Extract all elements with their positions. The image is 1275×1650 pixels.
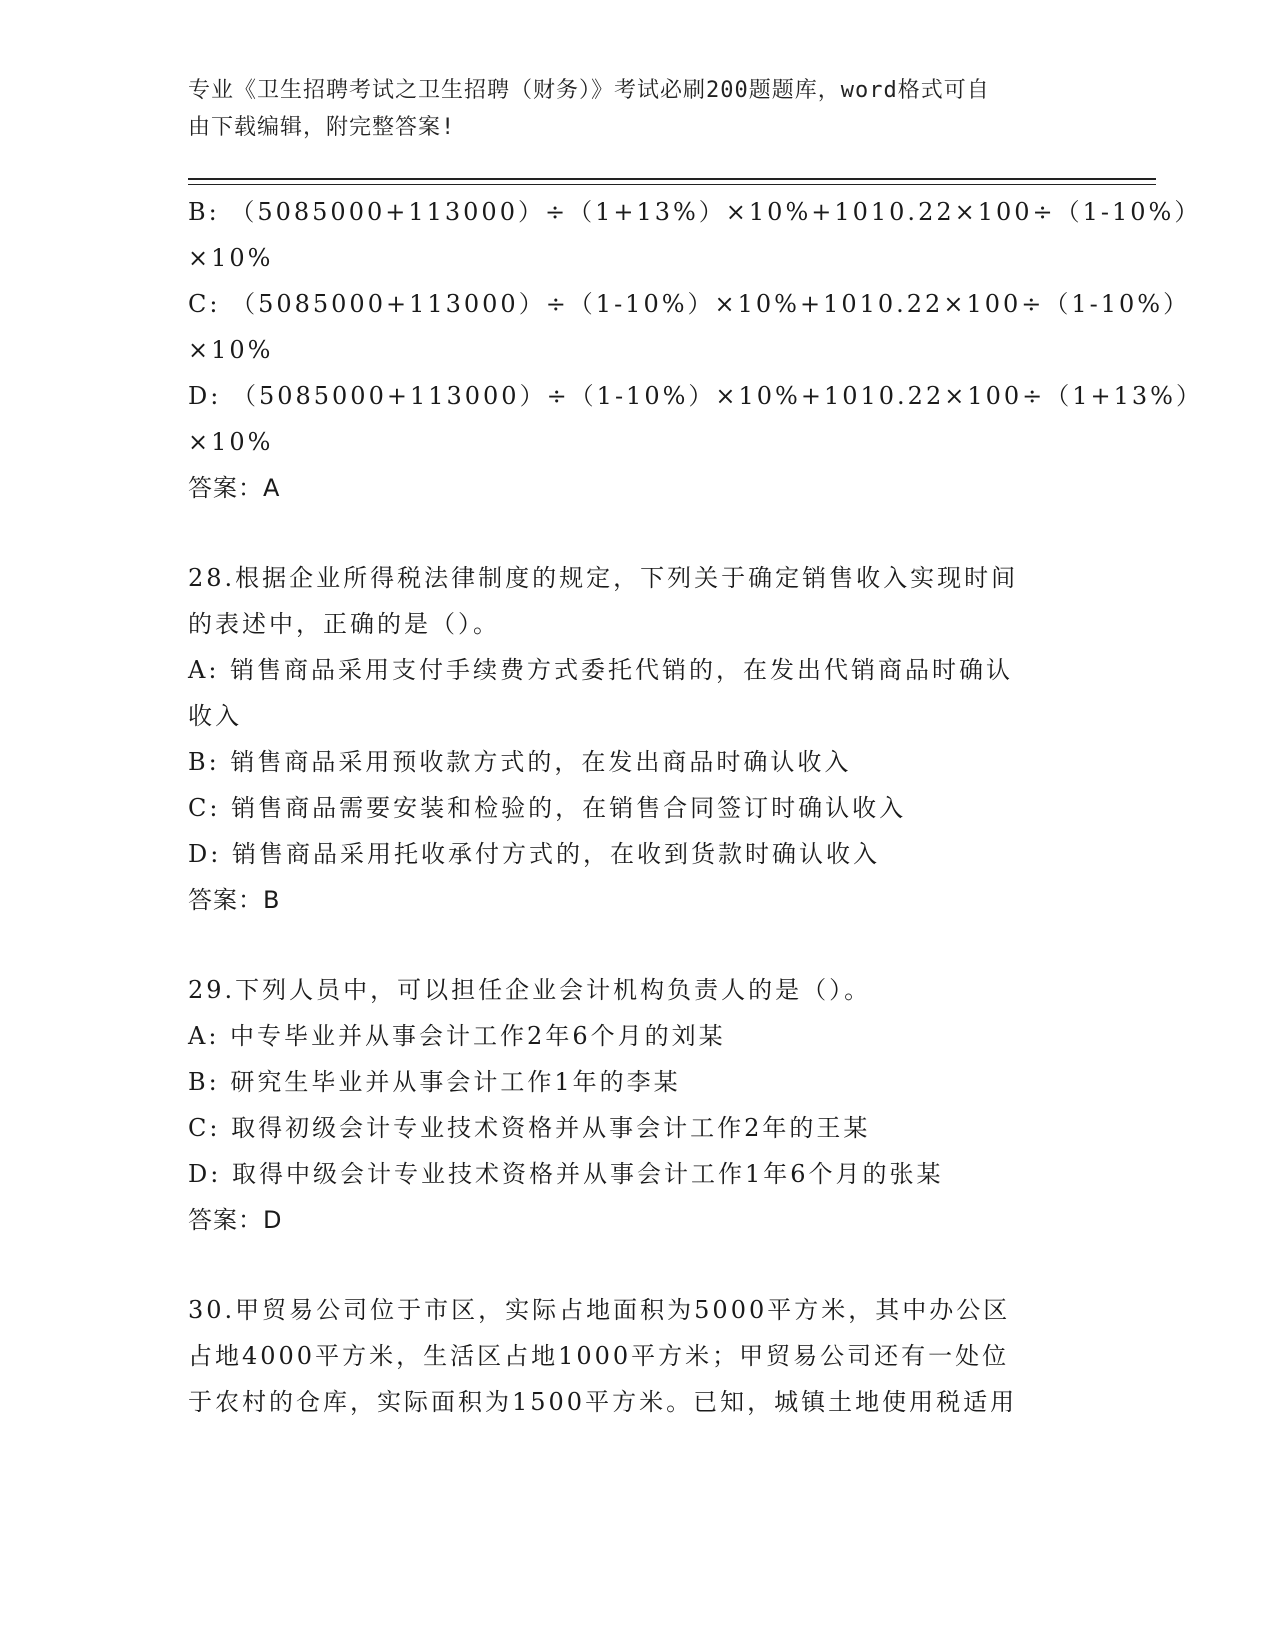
q30-stem-line-1: 30.甲贸易公司位于市区，实际占地面积为5000平方米，其中办公区 <box>188 1296 1011 1324</box>
header-rule-thin <box>188 184 1156 185</box>
header-rule-thick <box>188 178 1156 180</box>
q27-option-b-line-1: B: （5085000+113000）÷（1+13%）×10%+1010.22×100÷（1-10%） <box>188 198 1202 226</box>
q28-option-d: D: 销售商品采用托收承付方式的，在收到货款时确认收入 <box>188 840 880 868</box>
q28-option-b: B: 销售商品采用预收款方式的，在发出商品时确认收入 <box>188 748 852 776</box>
q28-stem-line-2: 的表述中，正确的是（）。 <box>188 610 500 638</box>
q27-option-d-line-2: ×10% <box>188 428 274 456</box>
q29-option-a: A: 中专毕业并从事会计工作2年6个月的刘某 <box>188 1022 726 1050</box>
page-header <box>188 72 1088 146</box>
question-27-tail <box>188 189 1203 511</box>
q29-option-b: B: 研究生毕业并从事会计工作1年的李某 <box>188 1068 681 1096</box>
q27-option-d-line-1: D: （5085000+113000）÷（1-10%）×10%+1010.22×100÷（1+13%） <box>188 382 1203 410</box>
question-30 <box>188 1287 1088 1425</box>
q29-option-d: D: 取得中级会计专业技术资格并从事会计工作1年6个月的张某 <box>188 1160 944 1188</box>
q30-stem-line-3: 于农村的仓库，实际面积为1500平方米。已知，城镇土地使用税适用 <box>188 1388 1018 1416</box>
q27-option-c-line-2: ×10% <box>188 336 274 364</box>
spacer <box>188 511 1088 555</box>
q27-option-b-line-2: ×10% <box>188 244 274 272</box>
spacer <box>188 923 1088 967</box>
q29-option-c: C: 取得初级会计专业技术资格并从事会计工作2年的王某 <box>188 1114 871 1142</box>
q30-stem-line-2: 占地4000平方米，生活区占地1000平方米；甲贸易公司还有一处位 <box>188 1342 1010 1370</box>
header-line-1: 专业《卫生招聘考试之卫生招聘（财务）》考试必刷200题题库，word格式可自 <box>188 78 990 103</box>
q29-stem: 29.下列人员中，可以担任企业会计机构负责人的是（）。 <box>188 976 872 1004</box>
q28-answer: 答案：B <box>188 886 281 914</box>
q28-option-a-line-2: 收入 <box>188 702 242 730</box>
q28-option-a-line-1: A: 销售商品采用支付手续费方式委托代销的，在发出代销商品时确认 <box>188 656 1014 684</box>
q29-answer: 答案：D <box>188 1206 283 1234</box>
q28-stem-line-1: 28.根据企业所得税法律制度的规定，下列关于确定销售收入实现时间 <box>188 564 1019 592</box>
question-29 <box>188 967 1088 1243</box>
document-body <box>188 189 1203 1425</box>
spacer <box>188 1243 1088 1287</box>
question-28 <box>188 555 1088 923</box>
q28-option-c: C: 销售商品需要安装和检验的，在销售合同签订时确认收入 <box>188 794 907 822</box>
q27-answer: 答案：A <box>188 474 281 502</box>
q27-option-c-line-1: C: （5085000+113000）÷（1-10%）×10%+1010.22×100÷（1-10%） <box>188 290 1191 318</box>
header-line-2: 由下载编辑，附完整答案! <box>188 115 456 140</box>
